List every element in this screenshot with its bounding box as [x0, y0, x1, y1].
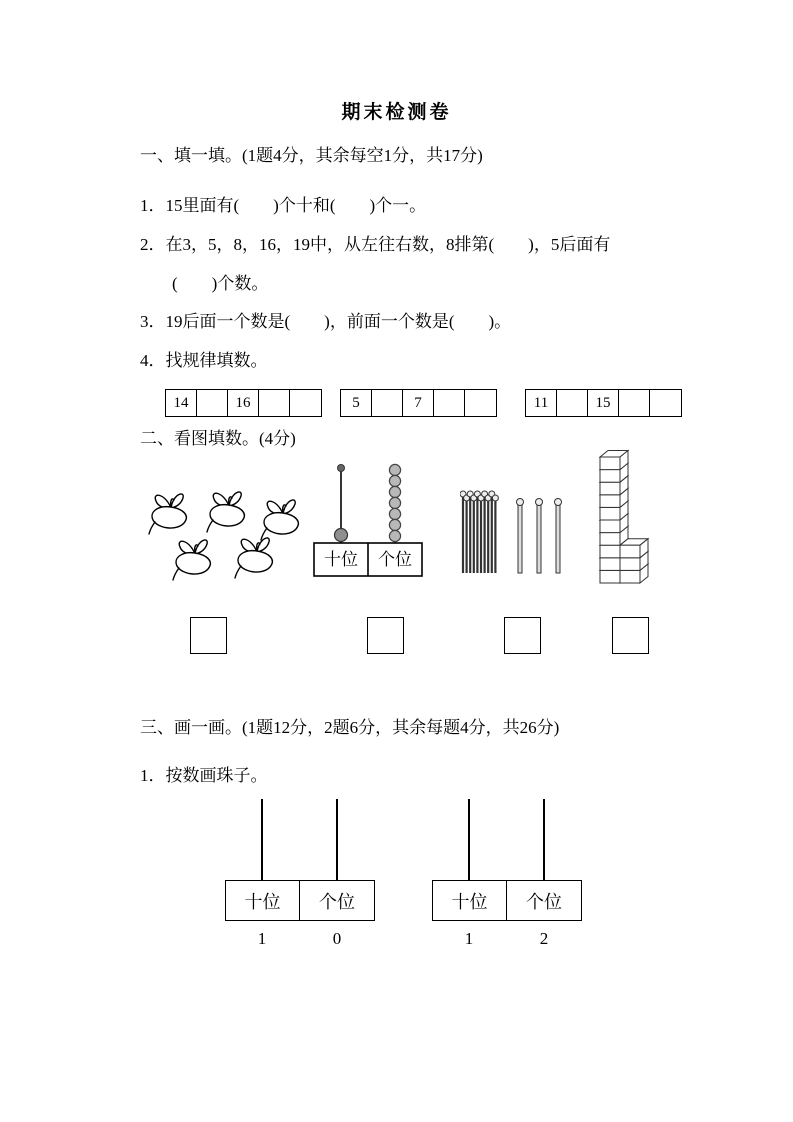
single-stick: [537, 505, 541, 573]
sequence-cell: [619, 390, 650, 416]
radish-icon: [173, 540, 210, 580]
sequence-cell: [557, 390, 588, 416]
ones-digit-1: 0: [332, 929, 342, 948]
ones-bead: [389, 508, 400, 519]
cube-front: [620, 558, 640, 571]
sequence-cell: [434, 390, 465, 416]
bead-rod: [261, 799, 263, 880]
answer-box-3: [504, 617, 541, 654]
sequence-cell: [290, 390, 321, 416]
stick-end: [536, 499, 543, 506]
radish-icon: [261, 500, 298, 540]
section2-heading: 二、看图填数。(4分): [140, 429, 296, 448]
stick-end: [517, 499, 524, 506]
section1-question-1: 1．15里面有( )个十和( )个一。: [140, 196, 427, 215]
tens-bead: [335, 529, 348, 542]
section1-question-2-line1: 2．在3，5，8，16，19中，从左往右数，8排第( )，5后面有: [140, 235, 611, 254]
sticks-illustration: [460, 487, 568, 582]
bead-rod: [468, 799, 470, 880]
section3-question-1: 1．按数画珠子。: [140, 766, 268, 785]
cube-group: [600, 451, 648, 584]
section1-question-3: 3．19后面一个数是( )，前面一个数是( )。: [140, 312, 512, 331]
cube-front: [600, 520, 620, 533]
abacus-illustration: [313, 463, 423, 579]
tens-place-cell: 十位: [226, 881, 300, 920]
section3-heading: 三、画一画。(1题12分，2题6分，其余每题4分，共26分): [140, 718, 560, 737]
cube-front: [600, 507, 620, 520]
tens-place-cell: 十位: [433, 881, 507, 920]
section1-heading: 一、填一填。(1题4分，其余每空1分，共17分): [140, 146, 483, 165]
place-value-table-1: [225, 880, 375, 921]
ones-bead: [389, 486, 400, 497]
sequence-cell: [259, 390, 290, 416]
section1-question-4: 4．找规律填数。: [140, 351, 268, 370]
abacus-beads: [335, 464, 401, 541]
bead-rod: [543, 799, 545, 880]
cube-front: [600, 470, 620, 483]
ones-bead: [389, 497, 400, 508]
radish-group: [149, 492, 298, 580]
cube-front: [600, 533, 620, 546]
stick-group: [460, 491, 562, 573]
answer-box-2: [367, 617, 404, 654]
ones-digit-2: 2: [539, 929, 549, 948]
tens-digit-2: 1: [464, 929, 474, 948]
sequence-cell: [650, 390, 681, 416]
number-sequence-table-1: [165, 389, 322, 417]
stick-end: [555, 499, 562, 506]
radish-icon: [207, 492, 244, 532]
sequence-cell: 7: [403, 390, 434, 416]
cube-front: [600, 482, 620, 495]
cube-front: [600, 457, 620, 470]
single-stick: [518, 505, 522, 573]
number-sequence-table-2: [340, 389, 497, 417]
sequence-cell: 16: [228, 390, 259, 416]
answer-box-1: [190, 617, 227, 654]
cubes-illustration: [598, 443, 662, 588]
sequence-cell: [197, 390, 228, 416]
answer-box-4: [612, 617, 649, 654]
abacus-ones-label: 个位: [378, 550, 412, 569]
ones-bead: [389, 530, 400, 541]
sequence-cell: 15: [588, 390, 619, 416]
cube-front: [600, 545, 620, 558]
ones-place-cell: 个位: [319, 891, 355, 912]
radish-illustration: [142, 486, 314, 591]
section1-question-2-line2: ( )个数。: [172, 274, 269, 293]
ones-bead: [389, 519, 400, 530]
page-title: 期末检测卷: [341, 102, 452, 123]
cube-front: [600, 558, 620, 571]
cube-front: [620, 545, 640, 558]
ones-bead: [389, 475, 400, 486]
sequence-cell: 5: [341, 390, 372, 416]
sequence-cell: 11: [526, 390, 557, 416]
ones-bead: [389, 464, 400, 475]
bead-rod: [336, 799, 338, 880]
sequence-cell: [465, 390, 496, 416]
rod-knob: [338, 465, 345, 472]
single-stick: [556, 505, 560, 573]
radish-icon: [149, 494, 186, 534]
place-value-table-2: [432, 880, 582, 921]
cube-front: [600, 570, 620, 583]
ones-place-cell: 个位: [526, 891, 562, 912]
radish-icon: [235, 538, 272, 578]
abacus-tens-label: 十位: [324, 550, 358, 569]
stick-end: [492, 495, 498, 501]
cube-front: [620, 570, 640, 583]
sequence-cell: 14: [166, 390, 197, 416]
sequence-cell: [372, 390, 403, 416]
cube-front: [600, 495, 620, 508]
number-sequence-table-3: [525, 389, 682, 417]
tens-digit-1: 1: [257, 929, 267, 948]
